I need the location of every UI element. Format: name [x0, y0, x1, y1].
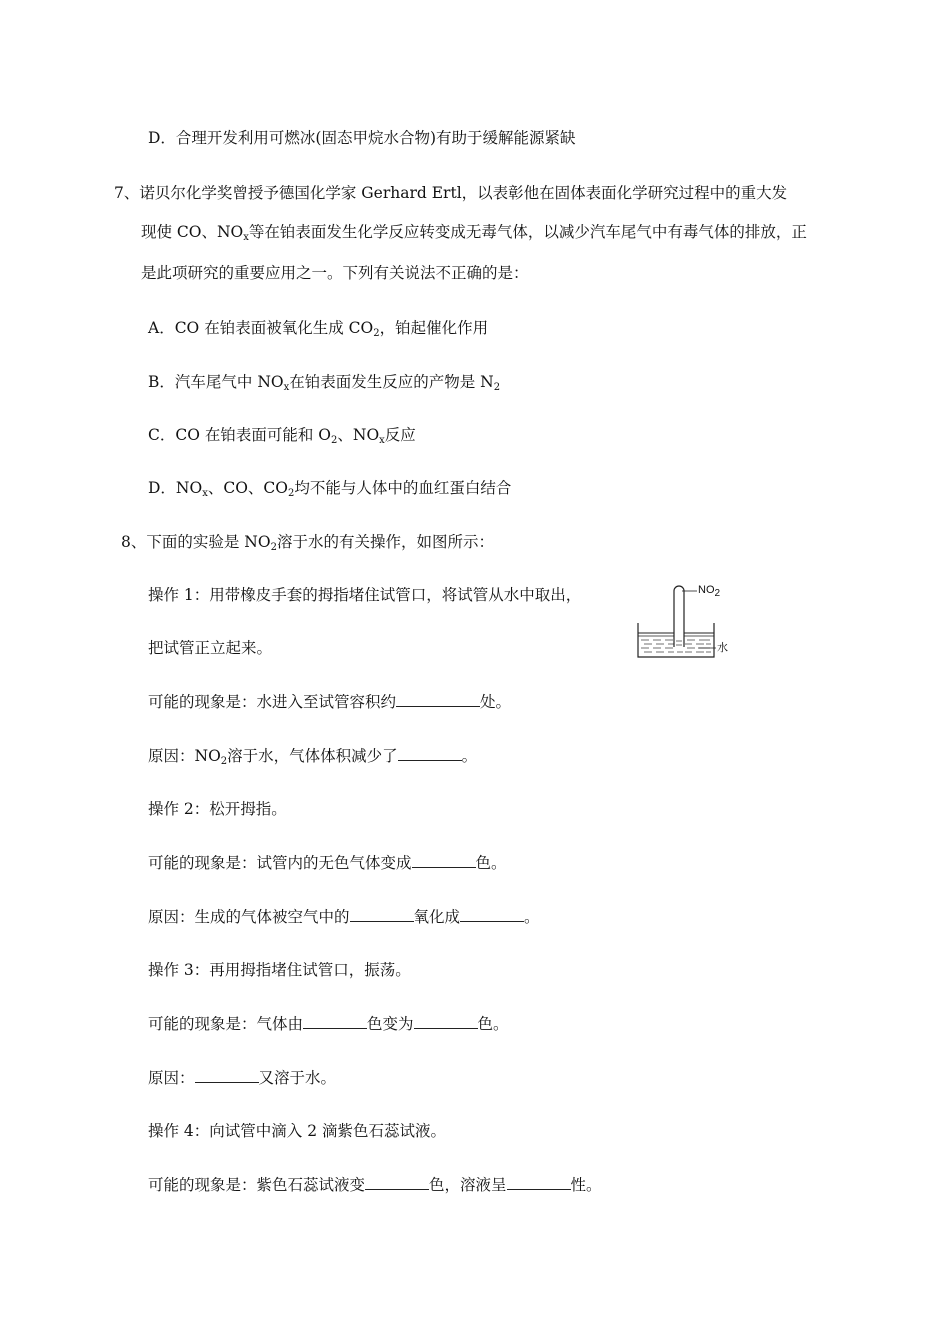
option-text: 、NO [337, 426, 380, 444]
q7-option-b [148, 372, 500, 392]
subscript: x [283, 382, 290, 393]
text: 。 [461, 747, 478, 765]
text: 处。 [480, 693, 512, 711]
subscript: 2 [714, 588, 721, 599]
option-text: A．CO 在铂表面被氧化生成 CO [148, 319, 374, 337]
text: 色。 [477, 1015, 509, 1033]
q7-stem-2-b: 等在铂表面发生化学反应转变成无毒气体，以减少汽车尾气中有毒气体的排放，正 [248, 223, 807, 241]
q8-op1-phenomenon [148, 692, 511, 712]
text: 色。 [475, 854, 507, 872]
text: 原因： [148, 1069, 195, 1087]
text: 原因：生成的气体被空气中的 [148, 908, 350, 926]
option-text: 反应 [384, 426, 416, 444]
text: 可能的现象是：试管内的无色气体变成 [148, 854, 412, 872]
option-text: B．汽车尾气中 NO [148, 373, 284, 391]
option-text: ，铂起催化作用 [379, 319, 489, 337]
q8-op1-line-2: 把试管正立起来。 [148, 639, 273, 657]
q6-option-d: D．合理开发利用可燃冰(固态甲烷水合物)有助于缓解能源紧缺 [148, 129, 576, 147]
option-text: C．CO 在铂表面可能和 O [148, 426, 331, 444]
q8-op4: 操作 4：向试管中滴入 2 滴紫色石蕊试液。 [148, 1122, 447, 1140]
q8-op3: 操作 3：再用拇指堵住试管口，振荡。 [148, 961, 411, 979]
text: 色变为 [367, 1015, 414, 1033]
text: 色，溶液呈 [429, 1176, 507, 1194]
option-text: D．NO [148, 479, 203, 497]
text: 原因：NO [148, 747, 221, 765]
q7-stem-2-a: 现使 CO、NO [141, 223, 244, 241]
subscript: x [202, 488, 208, 499]
q8-stem [121, 532, 494, 552]
text: 溶于水，气体体积减少了 [227, 747, 398, 765]
q8-op3-reason [148, 1068, 336, 1088]
text: 氧化成 [413, 908, 461, 926]
test-tube [674, 586, 684, 647]
answer-blank[interactable] [507, 1175, 571, 1190]
q7-option-a [148, 318, 488, 338]
option-text: 、CO、CO [207, 479, 288, 497]
q8-op2: 操作 2：松开拇指。 [148, 800, 287, 818]
text: 可能的现象是：气体由 [148, 1015, 304, 1033]
q8-op2-reason [148, 907, 540, 927]
stem-text: 溶于水的有关操作，如图所示： [276, 533, 494, 551]
subscript: x [243, 232, 249, 243]
q7-stem-line-2 [141, 222, 807, 242]
subscript: 2 [270, 542, 277, 553]
subscript: 2 [493, 382, 501, 393]
text: 性。 [570, 1176, 602, 1194]
water-label: 水 [717, 642, 728, 654]
subscript: 2 [373, 328, 380, 339]
subscript: 2 [287, 488, 295, 499]
test-tube-figure [630, 575, 740, 665]
q7-stem-line-3: 是此项研究的重要应用之一。下列有关说法不正确的是： [141, 264, 529, 282]
text: 。 [524, 908, 540, 926]
answer-blank[interactable] [460, 907, 524, 922]
q8-op1-line-1: 操作 1：用带橡皮手套的拇指堵住试管口，将试管从水中取出， [148, 586, 582, 604]
q8-op2-phenomenon [148, 853, 507, 873]
answer-blank[interactable] [195, 1068, 259, 1083]
q8-op3-phenomenon [148, 1014, 509, 1034]
answer-blank[interactable] [365, 1175, 429, 1190]
text: 可能的现象是：紫色石蕊试液变 [148, 1176, 366, 1194]
text: 可能的现象是：水进入至试管容积约 [148, 693, 397, 711]
option-text: 均不能与人体中的血红蛋白结合 [294, 479, 512, 497]
option-text: 在铂表面发生反应的产物是 N [289, 373, 494, 391]
subscript: x [379, 435, 385, 446]
subscript: 2 [331, 435, 338, 446]
subscript: 2 [220, 756, 228, 767]
answer-blank[interactable] [398, 746, 462, 761]
q8-op1-reason [148, 746, 477, 766]
q7-option-d [148, 478, 511, 498]
answer-blank[interactable] [412, 853, 476, 868]
gas-label: $NO_2$ [698, 584, 721, 599]
q8-op4-phenomenon [148, 1175, 602, 1195]
text: 又溶于水。 [258, 1069, 337, 1087]
answer-blank[interactable] [350, 907, 414, 922]
stem-text: 8、下面的实验是 NO [121, 533, 271, 551]
answer-blank[interactable] [396, 692, 480, 707]
q7-stem-line-1: 7、诺贝尔化学奖曾授予德国化学家 Gerhard Ertl，以表彰他在固体表面化学研究过程中的重大发 [114, 184, 788, 202]
answer-blank[interactable] [303, 1014, 367, 1029]
q7-option-c [148, 425, 416, 445]
answer-blank[interactable] [414, 1014, 478, 1029]
